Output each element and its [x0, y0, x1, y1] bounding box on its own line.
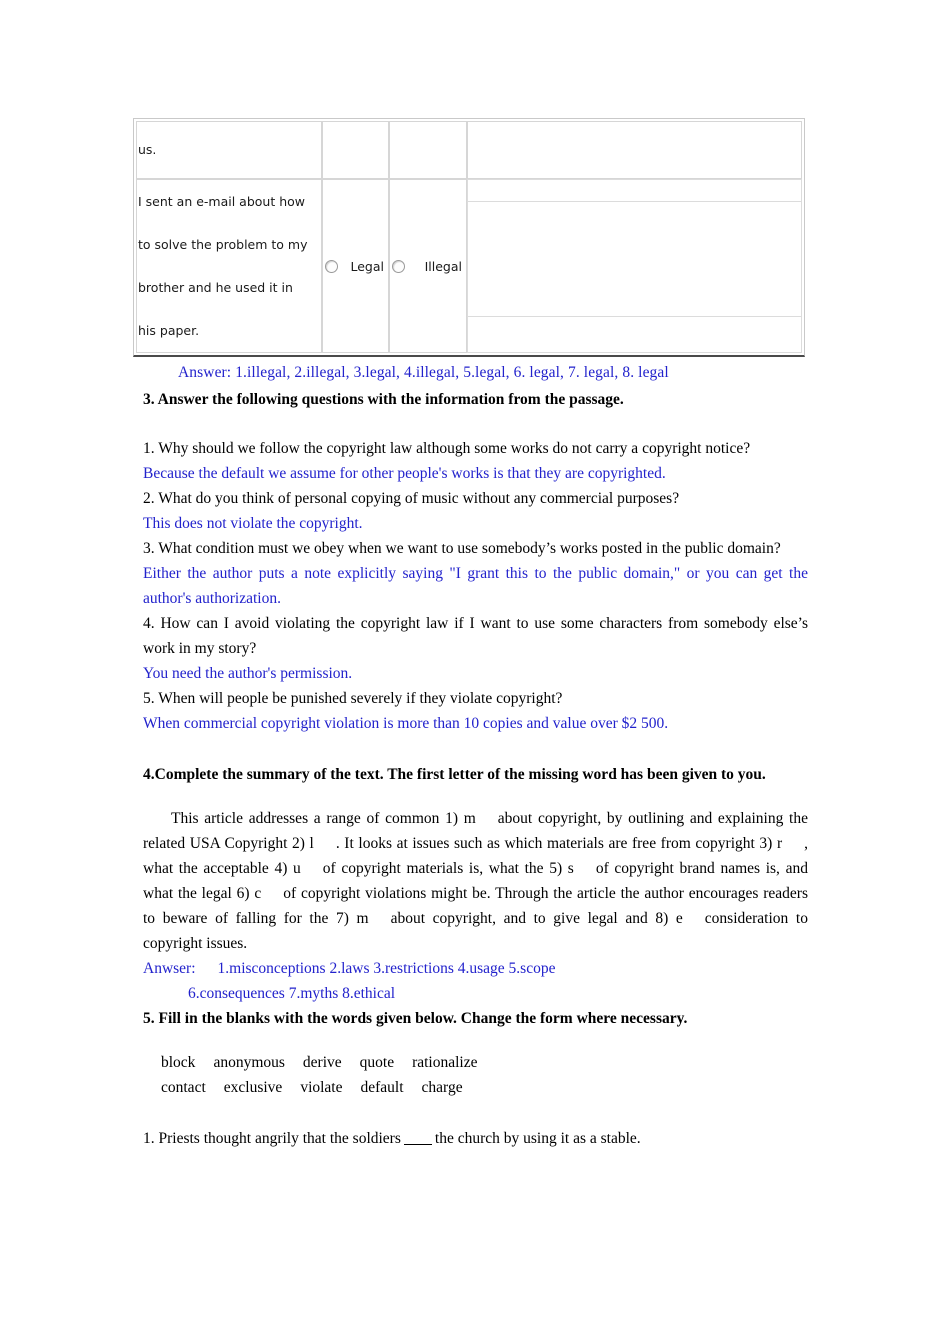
question-4: 4. How can I avoid violating the copyright law if I want to use some characters from somebody else’s work in my story? — [143, 615, 808, 657]
section4-answers-row1: 1.misconceptions 2.laws 3.restrictions 4.usage 5.scope — [217, 960, 556, 977]
wordbank-row-1 — [143, 1050, 808, 1075]
summary-part-9: consideration to copyright issues. — [143, 910, 808, 952]
wordbank-word: charge — [421, 1079, 463, 1096]
radio-label-illegal: Illegal — [424, 258, 462, 274]
spacer — [143, 736, 808, 762]
statement-line-4: his paper. — [138, 323, 200, 338]
summary-part-7: of copyright violations might be. Through the article the author encourages readers to beware of falling for the 7) m — [143, 885, 808, 927]
blank-segment-top — [467, 179, 802, 201]
statement-line-2: to solve the problem to my — [138, 237, 308, 252]
statement-line-3: brother and he used it in — [138, 280, 293, 295]
wordbank-word: quote — [359, 1054, 395, 1071]
blank-cell-main — [467, 179, 802, 353]
question-5: 5. When will people be punished severely if they violate copyright? — [143, 690, 563, 707]
summary-part-3: . It looks at issues such as which materials are free from copyright 3) r — [335, 835, 783, 852]
table-row — [136, 179, 802, 353]
summary-part-5: of copyright materials is, what the 5) s — [322, 860, 574, 877]
section3-qa-list — [143, 436, 808, 736]
blank-segment-bottom — [467, 317, 802, 353]
section4-answer-label: Anwser: — [143, 960, 196, 977]
legal-option-cell[interactable] — [322, 179, 389, 353]
wordbank-word: violate — [300, 1079, 343, 1096]
summary-part-8: about copyright, and to give legal and 8) e — [390, 910, 683, 927]
section5-heading: 5. Fill in the blanks with the words given below. Change the form where necessary. — [143, 1010, 688, 1027]
section5-exercise-1 — [143, 1126, 808, 1151]
summary-part-6: of copyright brand names is, and what the legal 6) c — [143, 860, 808, 902]
wordbank-word: derive — [302, 1054, 342, 1071]
wordbank-word: block — [161, 1054, 196, 1071]
answer-3: Either the author puts a note explicitly saying "I grant this to the public domain," or you can get the author's authorization. — [143, 565, 808, 607]
exercise-1-after-blank: the church by using it as a stable. — [434, 1130, 641, 1147]
section2-answer-key: Answer: 1.illegal, 2.illegal, 3.legal, 4.illegal, 5.legal, 6. legal, 7. legal, 8. legal — [178, 364, 669, 381]
section4-answer-key — [143, 956, 808, 1006]
summary-part-2: about copyright, by outlining and explaining the related USA Copyright 2) l — [143, 810, 808, 852]
summary-part-1: This article addresses a range of common 1) m — [171, 810, 476, 827]
exercise-1-blank[interactable] — [404, 1144, 432, 1145]
blank-cell-top — [467, 121, 802, 179]
radio-button-illegal[interactable] — [392, 260, 405, 273]
exercise-1-before-blank: 1. Priests thought angrily that the soldiers — [143, 1130, 401, 1147]
wordbank-row-2 — [143, 1075, 808, 1100]
legal-illegal-survey-table — [133, 118, 805, 357]
statement-cell — [136, 179, 322, 353]
question-1: 1. Why should we follow the copyright law although some works do not carry a copyright notice? — [143, 440, 751, 457]
section4-heading: 4.Complete the summary of the text. The first letter of the missing word has been given to you. — [143, 766, 766, 783]
spacer — [143, 1031, 808, 1050]
answer-2: This does not violate the copyright. — [143, 515, 363, 532]
page-content — [138, 118, 808, 1151]
blank-segment-middle — [467, 201, 802, 317]
section3-heading: 3. Answer the following questions with the information from the passage. — [143, 391, 624, 408]
section4-answers-row2: 6.consequences 7.myths 8.ethical — [188, 985, 396, 1002]
spacer — [143, 787, 808, 806]
answer-1: Because the default we assume for other people's works is that they are copyrighted. — [143, 465, 666, 482]
table-row — [136, 121, 802, 179]
statement-line-1: I sent an e-mail about how — [138, 194, 306, 209]
illegal-option-cell-empty — [389, 121, 467, 179]
statement-text-continuation: us. — [138, 142, 157, 157]
illegal-option-cell[interactable] — [389, 179, 467, 353]
answer-5: When commercial copyright violation is more than 10 copies and value over $2 500. — [143, 715, 669, 732]
wordbank-word: exclusive — [223, 1079, 283, 1096]
survey-table — [136, 121, 802, 353]
wordbank-word: contact — [161, 1079, 206, 1096]
radio-button-legal[interactable] — [325, 260, 338, 273]
summary-part-4: , what the acceptable 4) u — [143, 835, 808, 877]
wordbank-word: default — [360, 1079, 404, 1096]
spacer — [143, 1100, 808, 1126]
section4-summary-paragraph — [143, 806, 808, 956]
wordbank-word: anonymous — [213, 1054, 285, 1071]
question-2: 2. What do you think of personal copying of music without any commercial purposes? — [143, 490, 680, 507]
radio-label-legal: Legal — [350, 258, 384, 274]
legal-option-cell-empty — [322, 121, 389, 179]
wordbank-word: rationalize — [412, 1054, 478, 1071]
statement-cell-continuation — [136, 121, 322, 179]
question-3: 3. What condition must we obey when we want to use somebody’s works posted in the public domain? — [143, 540, 781, 557]
answer-4: You need the author's permission. — [143, 665, 353, 682]
